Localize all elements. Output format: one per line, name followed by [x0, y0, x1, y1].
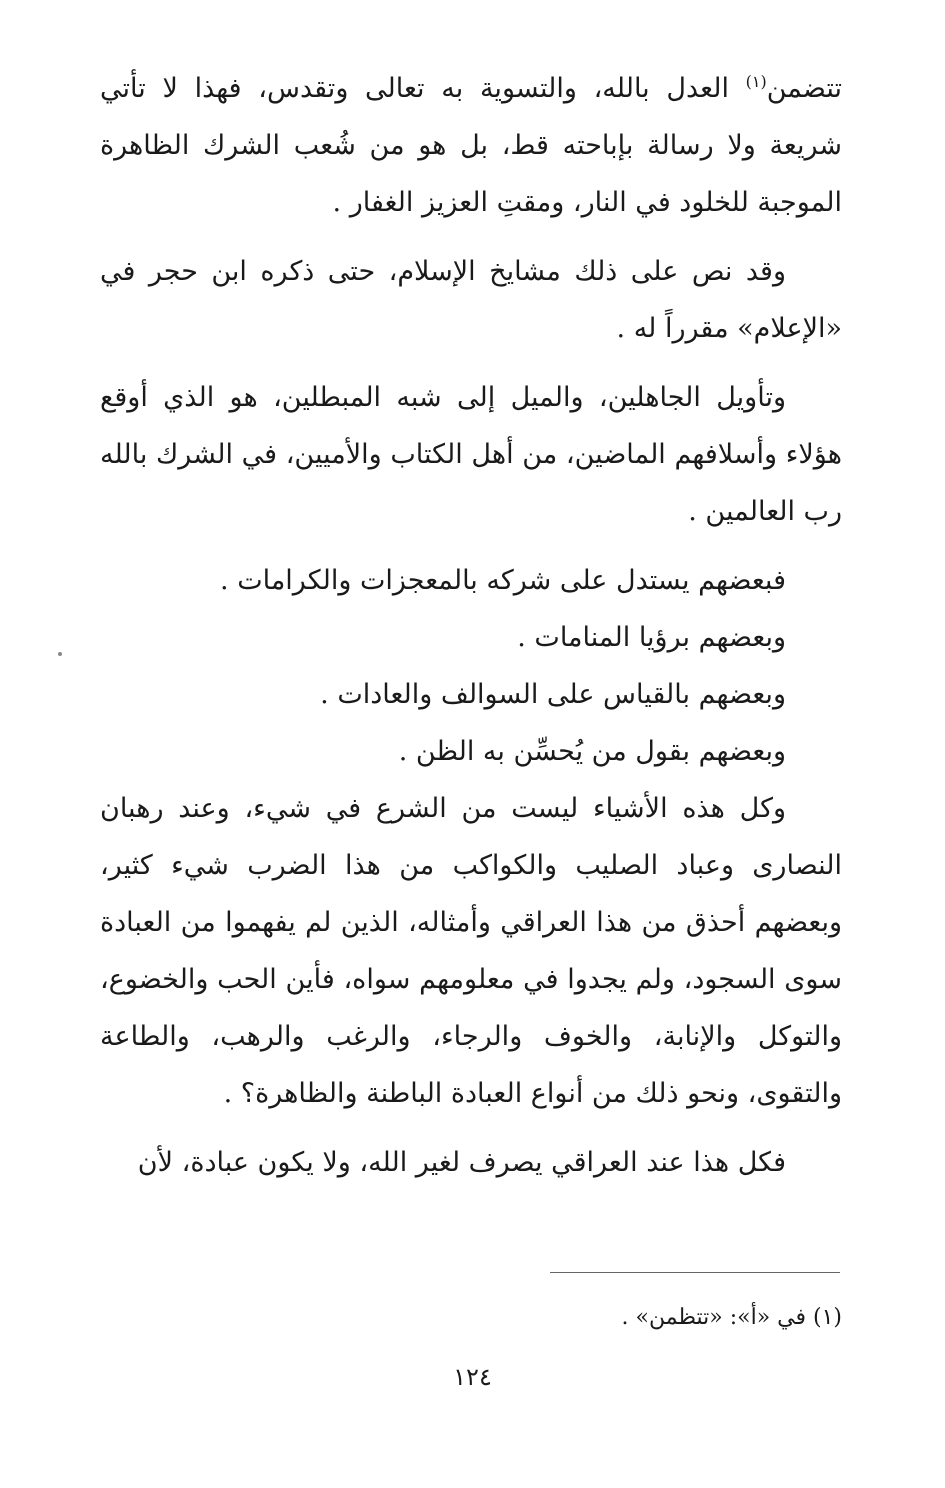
- page-body: [100, 60, 842, 1203]
- footnote-divider: [550, 1272, 840, 1273]
- list-item: فبعضهم يستدل على شركه بالمعجزات والكرامات .: [220, 565, 786, 596]
- paragraph-1-rest: العدل بالله، والتسوية به تعالى وتقدس، فهذا لا تأتي شريعة ولا رسالة بإباحته قط، بل هو من شُعب الشرك الظاهرة الموجبة للخلود في النار، ومقتِ العزيز الغفار .: [100, 73, 842, 218]
- paragraph-1-start: تتضمن: [766, 73, 842, 104]
- margin-dot: [58, 652, 62, 656]
- paragraph-5: فكل هذا عند العراقي يصرف لغير الله، ولا يكون عبادة، لأن: [137, 1147, 786, 1178]
- footnote-reference: (١): [745, 72, 767, 91]
- list-item: وبعضهم برؤيا المنامات .: [517, 622, 786, 653]
- paragraph-1: [100, 60, 842, 231]
- paragraph-2: وقد نص على ذلك مشايخ الإسلام، حتى ذكره ابن حجر في «الإعلام» مقرراً له .: [100, 256, 842, 344]
- footnote: (١) في «أ»: «تتظمن» .: [621, 1305, 842, 1330]
- paragraph-4: وكل هذه الأشياء ليست من الشرع في شيء، وعند رهبان النصارى وعباد الصليب والكواكب من هذا الضرب شيء كثير، وبعضهم أحذق من هذا العراقي وأمثاله، الذين لم يفهموا من العبادة سوى السجود، ولم يجدوا في معلومهم سواه، فأين الحب والخضوع، والتوكل والإنابة، والخوف والرجاء، والرغب والرهب، والطاعة والتقوى، ونحو ذلك من أنواع العبادة الباطنة والظاهرة؟ .: [100, 793, 842, 1109]
- list-item: وبعضهم بالقياس على السوالف والعادات .: [320, 679, 786, 710]
- page-number: ١٢٤: [453, 1363, 492, 1391]
- paragraph-3: وتأويل الجاهلين، والميل إلى شبه المبطلين، هو الذي أوقع هؤلاء وأسلافهم الماضين، من أهل الكتاب والأميين، في الشرك بالله رب العالمين .: [100, 382, 842, 527]
- list-item: وبعضهم بقول من يُحسِّن به الظن .: [398, 736, 786, 767]
- argument-list: [100, 552, 842, 780]
